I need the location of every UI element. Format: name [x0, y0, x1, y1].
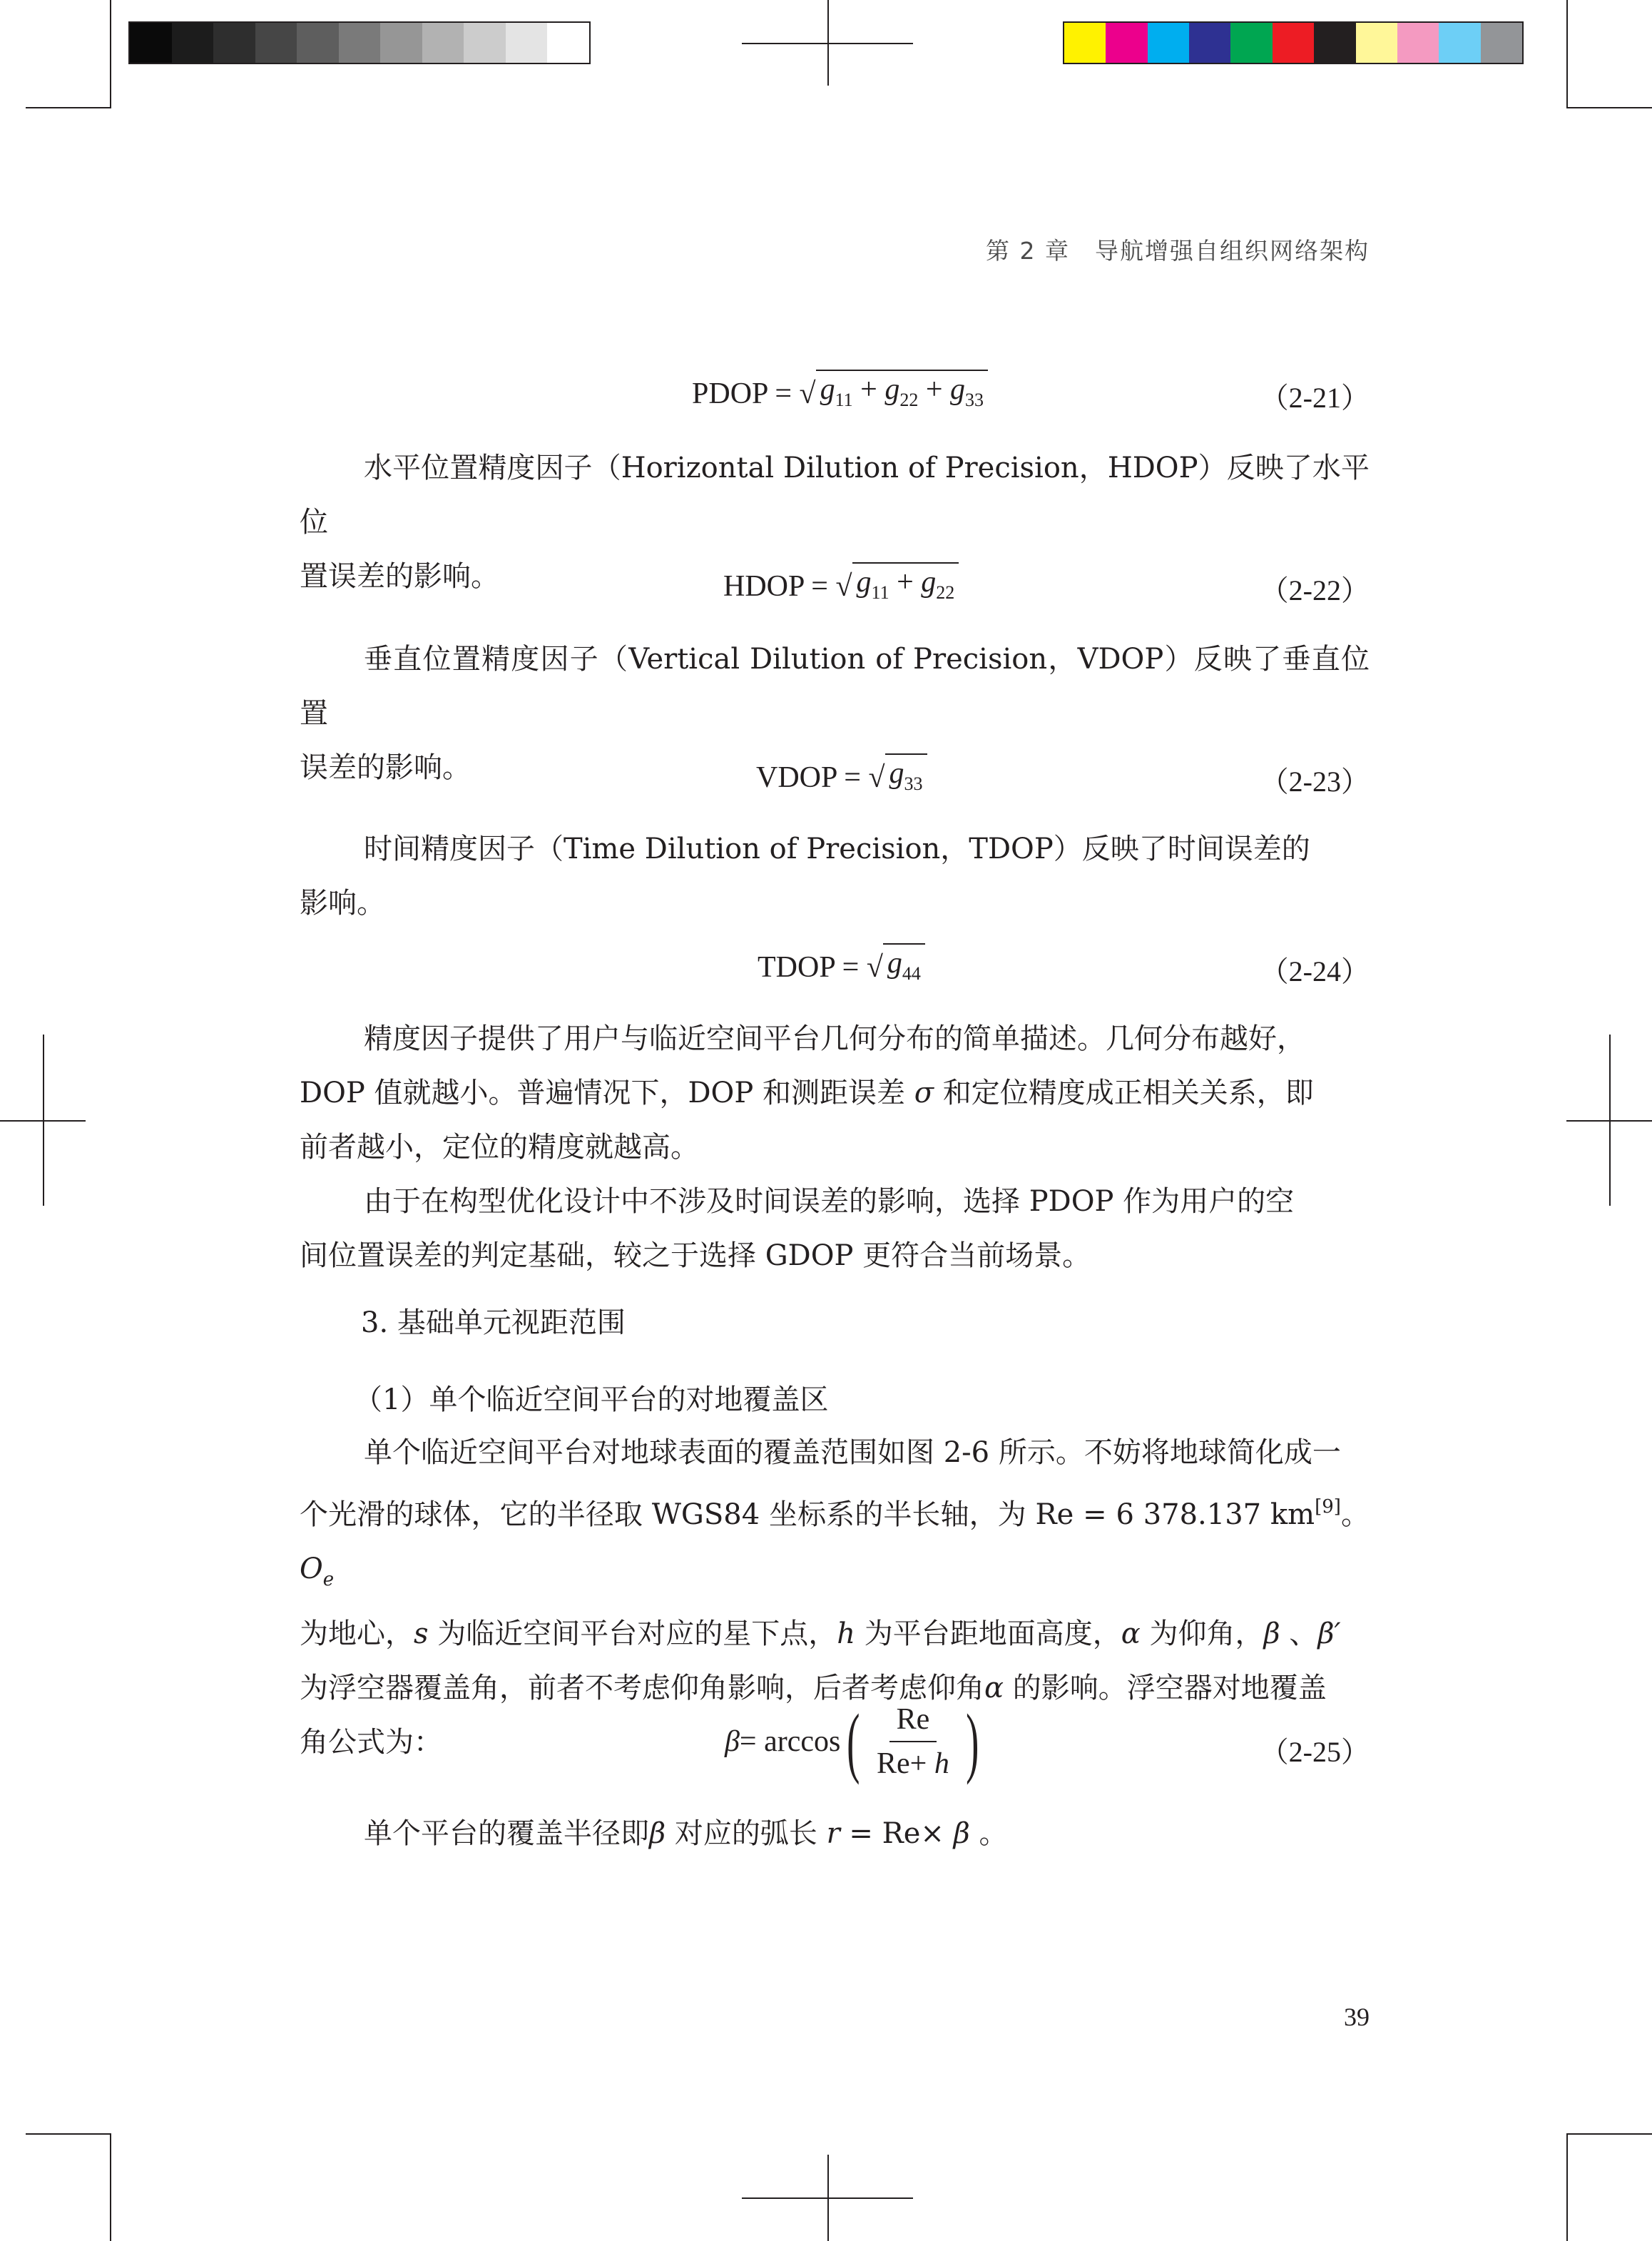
equation-number: （2-25）	[1260, 1736, 1370, 1768]
fraction: $\frac{Re}{Re+ h}$	[877, 1703, 949, 1780]
calibration-swatch	[1273, 23, 1314, 63]
radical-sign-icon: √	[799, 377, 816, 410]
calibration-swatch	[1356, 23, 1397, 63]
section-heading: 3. 基础单元视距范围	[361, 1306, 626, 1339]
calibration-swatch	[1064, 23, 1106, 63]
calibration-swatch	[464, 23, 506, 63]
calibration-swatch	[380, 23, 422, 63]
calibration-swatch	[1148, 23, 1189, 63]
equation-2-23: VDOP = √ $g_{33}$	[756, 753, 927, 795]
equation-2-22: HDOP = √ $g_{11} + g_{22}$	[723, 562, 959, 604]
radical-sign-icon: √	[835, 570, 852, 603]
equation-2-24: TDOP = √ $g_{44}$	[758, 943, 925, 985]
gray-calibration-bar	[128, 21, 591, 64]
calibration-swatch	[1397, 23, 1439, 63]
eq-lhs: PDOP =	[692, 377, 800, 410]
equation-number: （2-24）	[1260, 955, 1370, 987]
calibration-swatch	[130, 23, 172, 63]
paragraph-coverage: 单个临近空间平台对地球表面的覆盖范围如图 2-6 所示。不妨将地球简化成一 个光滑的球体，它的半径取 WGS84 坐标系的半长轴，为 Re = 6 378.137 km[9]。$O_e$ 为地心，s 为临近空间平台对应的星下点，h 为平台距地面高度，α 为仰角，β 、β′ 为浮空器覆盖角，前者不考虑仰角影响，后者考虑仰角α 的影响。浮空器对地覆盖 角公式为：	[300, 1436, 1370, 1759]
paragraph-coverage-radius: 单个平台的覆盖半径即β 对应的弧长 r = Re× β 。	[364, 1817, 1008, 1850]
equation-2-21	[692, 370, 988, 411]
equation-number: （2-23）	[1260, 766, 1370, 798]
sqrt: √ $g_{11} + g_{22} + g_{33}$	[800, 370, 988, 411]
subsection-heading: （1）单个临近空间平台的对地覆盖区	[354, 1383, 829, 1416]
calibration-swatch	[255, 23, 297, 63]
running-header: 第 2 章 导航增强自组织网络架构	[986, 237, 1370, 265]
calibration-swatch	[1314, 23, 1355, 63]
calibration-swatch	[297, 23, 339, 63]
radical-sign-icon: √	[866, 951, 883, 984]
calibration-swatch	[213, 23, 255, 63]
paragraph-tdop-intro: 时间精度因子（Time Dilution of Precision，TDOP）反映了时间误差的 影响。	[300, 833, 1310, 920]
calibration-swatch	[1189, 23, 1230, 63]
calibration-swatch	[1481, 23, 1522, 63]
equation-number: （2-22）	[1260, 574, 1370, 606]
calibration-swatch	[422, 23, 464, 63]
color-calibration-bar	[1063, 21, 1524, 64]
calibration-swatch	[1439, 23, 1480, 63]
page-number: 39	[1344, 2003, 1370, 2031]
calibration-swatch	[172, 23, 214, 63]
right-paren: )	[966, 1698, 979, 1785]
paragraph-hdop-intro: 水平位置精度因子（Horizontal Dilution of Precision，HDOP）反映了水平位 置误差的影响。	[300, 452, 1370, 593]
paragraph-vdop-intro: 垂直位置精度因子（Vertical Dilution of Precision，VDOP）反映了垂直位置 误差的影响。	[300, 643, 1370, 784]
equation-number: （2-21）	[1260, 382, 1370, 414]
radical-sign-icon: √	[868, 761, 885, 794]
paragraph-dop-description: 精度因子提供了用户与临近空间平台几何分布的简单描述。几何分布越好， DOP 值就越小。普遍情况下，DOP 和测距误差 σ 和定位精度成正相关关系，即 前者越小，定位的精度就越高。	[300, 1022, 1314, 1164]
calibration-swatch	[339, 23, 381, 63]
calibration-swatch	[547, 23, 589, 63]
calibration-swatch	[1106, 23, 1147, 63]
equation-2-25: β = arccos ( $\frac{Re}{Re+ h}$ )	[725, 1698, 979, 1785]
left-paren: (	[847, 1698, 860, 1785]
calibration-swatch	[1230, 23, 1272, 63]
paragraph-pdop-choice: 由于在构型优化设计中不涉及时间误差的影响，选择 PDOP 作为用户的空 间位置误差的判定基础，较之于选择 GDOP 更符合当前场景。	[300, 1185, 1295, 1272]
calibration-swatch	[506, 23, 548, 63]
